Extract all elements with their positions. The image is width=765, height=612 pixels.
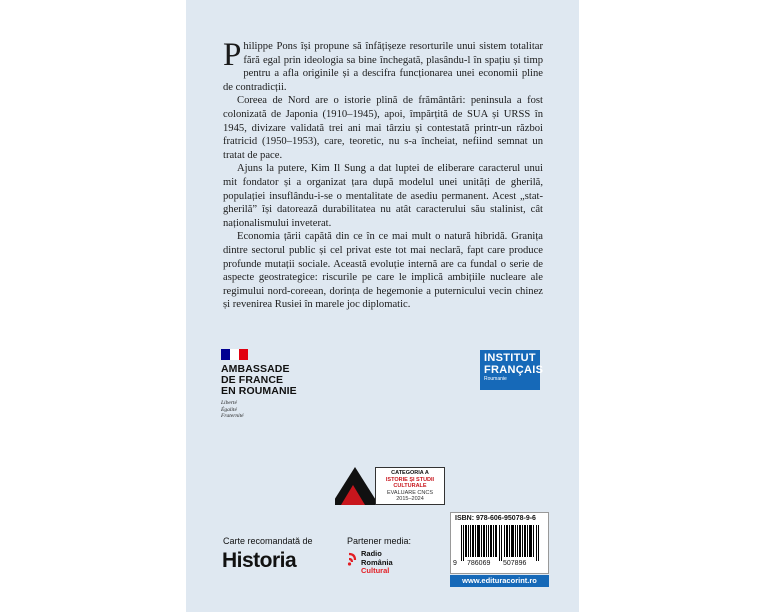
isbn-label: ISBN: 978-606-95078-9-6 xyxy=(455,515,536,522)
barcode-digits-left: 786069 xyxy=(467,560,491,567)
paragraph-1-text: hilippe Pons își propune să înfățișeze resorturile unui sistem totalitar fără egal prin ideologia sa bine închegată, plasându-l în spațiu și timp pentru a afla originile și a descifra funcționarea unei economii pline de contradicții. xyxy=(223,41,543,93)
paragraph-1 xyxy=(223,37,543,94)
french-flag-icon xyxy=(221,349,248,360)
ambassade-line-2: DE FRANCE xyxy=(221,374,284,386)
ambassade-motto xyxy=(221,400,341,420)
cncs-evaluation: EVALUARE CNCS xyxy=(386,489,434,496)
cncs-years: 2015–2024 xyxy=(396,496,424,502)
paragraph-4: Economia țării capătă din ce în ce mai mult o natură hibridă. Granița dintre sectorul public și cel privat este tot mai neclară, fapt care produce profunde mutații sociale. Această evoluție internă are ca fundal o serie de aspecte geostrategice: riscurile pe care le implică ambițiile nucleare ale regimului nord-coreean, dorința de hegemonie a puternicului vecin chinez și revenirea Rusiei în marele joc diplomatic. xyxy=(223,231,543,311)
radio-romania-cultural-logo xyxy=(347,550,417,576)
motto-fraternite: Fraternité xyxy=(221,413,244,419)
isbn-barcode-box xyxy=(450,512,549,574)
institut-francais-logo xyxy=(480,350,544,390)
paragraph-3: Ajuns la putere, Kim Il Sung a dat luptei de eliberare caracterul unui mit fondator și a organizat țara după modelul unei unități de gherilă, populației insuflându-i-se o mentalitate de asediu permanent. Acest „stat-gherilă” își datorează durabilitatea nu atât caracterului său stalinist, cât naționalismului inveterat. xyxy=(223,163,543,229)
cncs-box xyxy=(375,467,445,505)
cncs-category-badge xyxy=(335,465,445,507)
radio-text xyxy=(361,550,393,576)
radio-line-3: Cultural xyxy=(361,566,390,575)
motto-egalite: Égalité xyxy=(221,406,237,413)
radio-line-2: România xyxy=(361,557,393,567)
radio-line-1: Radio xyxy=(361,549,382,558)
motto-liberte: Liberté xyxy=(221,400,237,406)
drop-cap: P xyxy=(223,37,242,73)
media-partner-label: Partener media: xyxy=(347,536,412,546)
barcode-digit-first: 9 xyxy=(453,560,457,567)
cncs-domain-2: CULTURALE xyxy=(393,483,427,489)
cncs-domain-1: ISTORIE ȘI STUDII xyxy=(385,476,435,483)
institut-line-2: FRANÇAIS xyxy=(484,364,544,376)
recommended-label: Carte recomandată de xyxy=(223,536,313,546)
ambassade-logo xyxy=(221,349,341,420)
ambassade-line-1: AMBASSADE xyxy=(221,363,290,375)
publisher-website: www.edituracorint.ro xyxy=(450,575,549,587)
institut-line-1: INSTITUT xyxy=(484,352,536,364)
radio-waves-icon xyxy=(347,550,359,576)
barcode-icon xyxy=(461,525,541,561)
paragraph-2: Coreea de Nord are o istorie plină de frământări: peninsula a fost colonizată de Japonia (1910–1945), apoi, împărțită de SUA și URSS în 1945, divizare validată trei ani mai târziu și contestată printr-un război fratricid (1950–1953), care, teoretic, nu s-a încheiat, nefiind semnat un tratat de pace. xyxy=(223,95,543,161)
historia-logo: Historia xyxy=(222,549,297,572)
ambassade-line-3: EN ROUMANIE xyxy=(221,385,297,397)
barcode-digits-right: 507896 xyxy=(503,560,527,567)
institut-line-3: Roumanie xyxy=(484,376,507,382)
cncs-category: CATEGORIA A xyxy=(391,470,429,476)
back-cover-text xyxy=(223,37,543,312)
